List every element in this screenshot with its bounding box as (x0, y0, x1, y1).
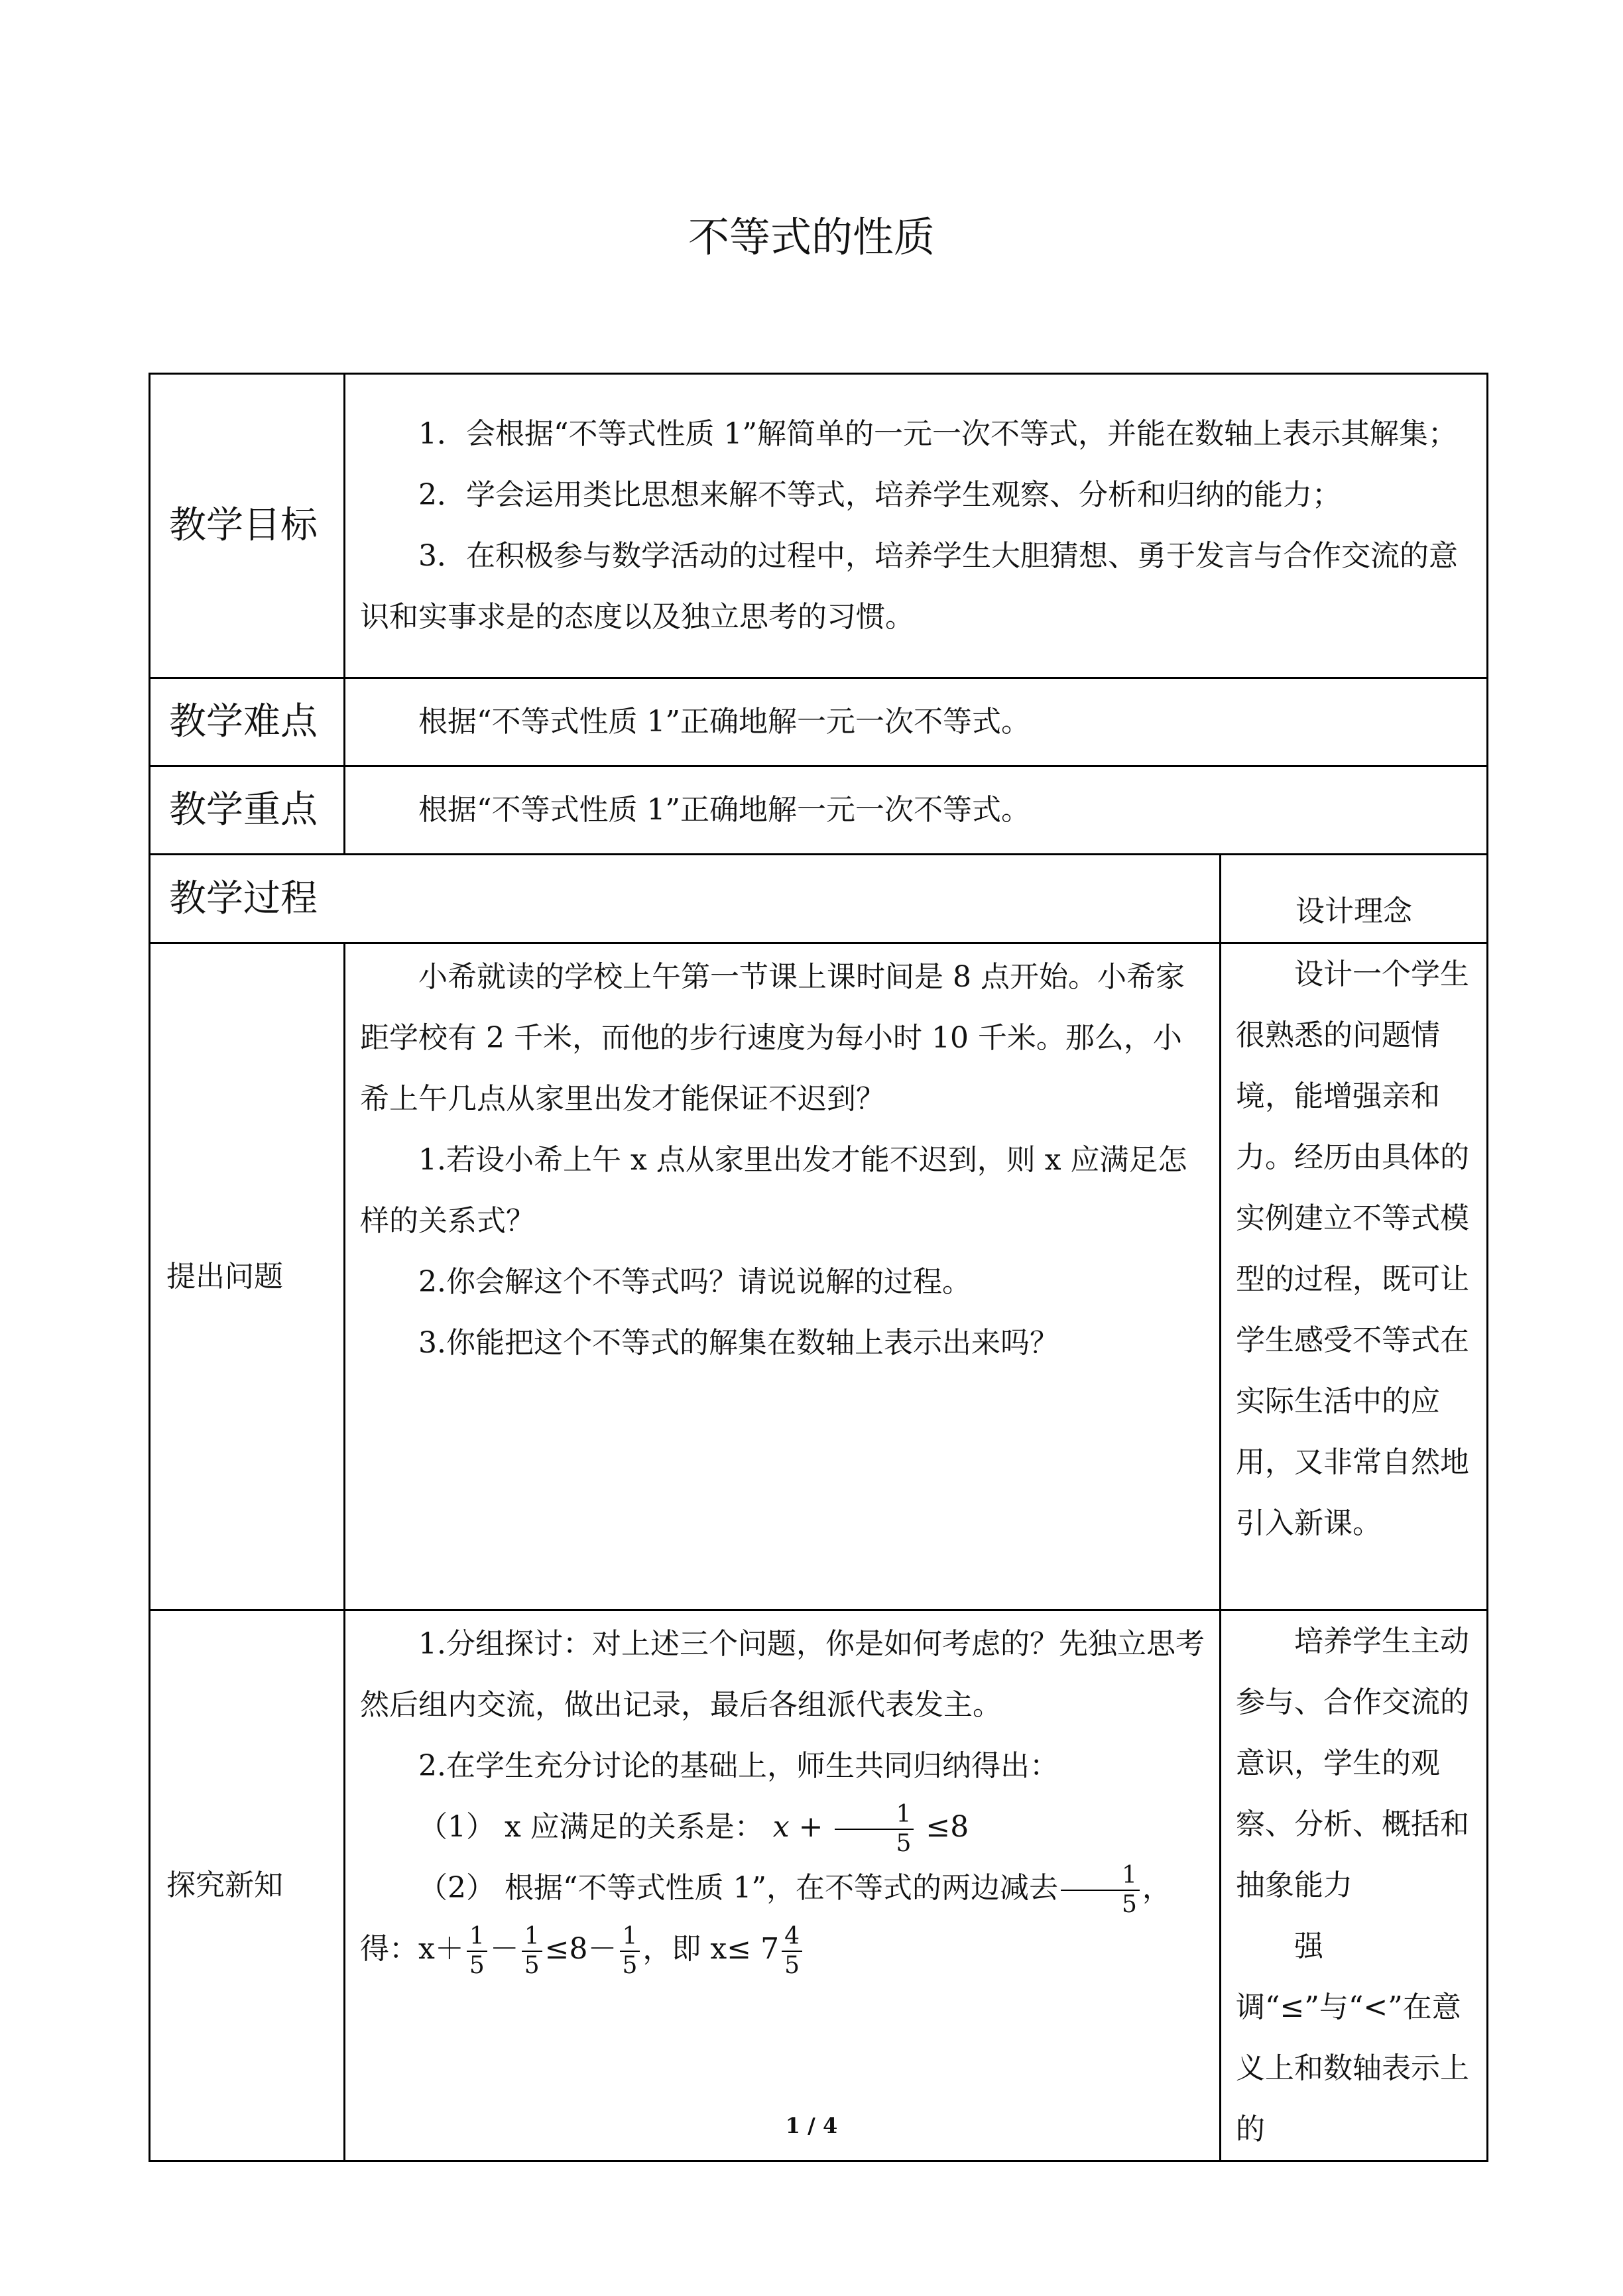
objectives-row (150, 374, 1488, 678)
raise-question-label: 提出问题 (150, 943, 345, 1610)
raise-question-p3: 2.你会解这个不等式吗？请说说解的过程。 (418, 1265, 971, 1299)
explore-p2: 2.在学生充分讨论的基础上，师生共同归纳得出： (418, 1749, 1059, 1783)
fraction: $\frac{1}{5}$ (835, 1801, 914, 1858)
explore-p3 (360, 1797, 1205, 1858)
raise-question-p1: 小希就读的学校上午第一节课上课时间是 8 点开始。小希家距学校有 2 千米，而他的步行速度为每小时 10 千米。那么，小希上午几点从家里出发才能保证不迟到？ (360, 960, 1185, 1116)
page-title: 不等式的性质 (688, 213, 935, 261)
keypoint-label: 教学重点 (150, 766, 345, 855)
raise-question-design (1221, 943, 1488, 1610)
explore-design-p1: 培养学生主动参与、合作交流的意识，学生的观察、分析、概括和抽象能力 (1236, 1624, 1469, 1902)
explore-p5-minus: － (489, 1932, 519, 1966)
keypoint-content (345, 766, 1488, 855)
page-number: 1 / 4 (785, 2113, 838, 2138)
process-header-row (150, 855, 1488, 943)
objective-2: 2．学会运用类比思想来解不等式，培养学生观察、分析和归纳的能力； (418, 478, 1341, 512)
keypoint-row (150, 766, 1488, 855)
fraction: $\frac{1}{5}$ (620, 1923, 640, 1980)
raise-question-p4: 3.你能把这个不等式的解集在数轴上表示出来吗？ (418, 1326, 1059, 1360)
explore-p4 (360, 1858, 1205, 1919)
keypoint-text: 根据“不等式性质 1”正确地解一元一次不等式。 (418, 793, 1030, 827)
explore-content (345, 1610, 1221, 2161)
explore-row (150, 1610, 1488, 2161)
explore-p3-prefix: （1） x 应满足的关系是： (418, 1810, 764, 1844)
explore-p5-tail: ，即 x≤ 7 (642, 1932, 780, 1966)
fraction: $\frac{1}{5}$ (1061, 1862, 1140, 1919)
objective-3: 3．在积极参与数学活动的过程中，培养学生大胆猜想、勇于发言与合作交流的意识和实事求是的态度以及独立思考的习惯。 (360, 539, 1458, 634)
raise-question-design-text: 设计一个学生很熟悉的问题情境，能增强亲和力。经历由具体的实例建立不等式模型的过程，既可让学生感受不等式在实际生活中的应用，又非常自然地引入新课。 (1236, 957, 1469, 1540)
process-label: 教学过程 (150, 855, 1221, 943)
difficulty-text: 根据“不等式性质 1”正确地解一元一次不等式。 (418, 705, 1030, 739)
objectives-content (345, 374, 1488, 678)
objective-1: 1．会根据“不等式性质 1”解简单的一元一次不等式，并能在数轴上表示其解集； (418, 417, 1457, 451)
explore-p3-rhs: ≤8 (926, 1810, 969, 1844)
explore-design-p2: 强调“≤”与“<”在意义上和数轴表示上的 (1236, 1929, 1469, 2146)
lesson-plan-table (149, 373, 1488, 2162)
mixed-fraction: $\frac{4}{5}$ (782, 1923, 802, 1980)
design-label: 设计理念 (1221, 855, 1488, 943)
fraction: $\frac{1}{5}$ (467, 1923, 487, 1980)
fraction: $\frac{1}{5}$ (522, 1923, 542, 1980)
explore-p5-le8: ≤8－ (544, 1932, 617, 1966)
raise-question-content (345, 943, 1221, 1610)
explore-p5-get: 得：x＋ (360, 1932, 464, 1966)
explore-label: 探究新知 (150, 1610, 345, 2161)
difficulty-content (345, 678, 1488, 766)
explore-p4-comma: ， (1142, 1871, 1172, 1905)
difficulty-label: 教学难点 (150, 678, 345, 766)
explore-p1: 1.分组探讨：对上述三个问题，你是如何考虑的？先独立思考然后组内交流，做出记录，最后各组派代表发主。 (360, 1627, 1205, 1722)
difficulty-row (150, 678, 1488, 766)
raise-question-row (150, 943, 1488, 1610)
explore-p5 (360, 1919, 1205, 1980)
explore-p4-prefix: （2） 根据“不等式性质 1”，在不等式的两边减去 (418, 1871, 1058, 1905)
explore-p3-x: x (772, 1810, 790, 1844)
explore-p3-plus: + (798, 1810, 823, 1844)
explore-design (1221, 1610, 1488, 2161)
raise-question-p2: 1.若设小希上午 x 点从家里出发才能不迟到，则 x 应满足怎样的关系式？ (360, 1143, 1187, 1238)
objectives-label: 教学目标 (150, 374, 345, 678)
